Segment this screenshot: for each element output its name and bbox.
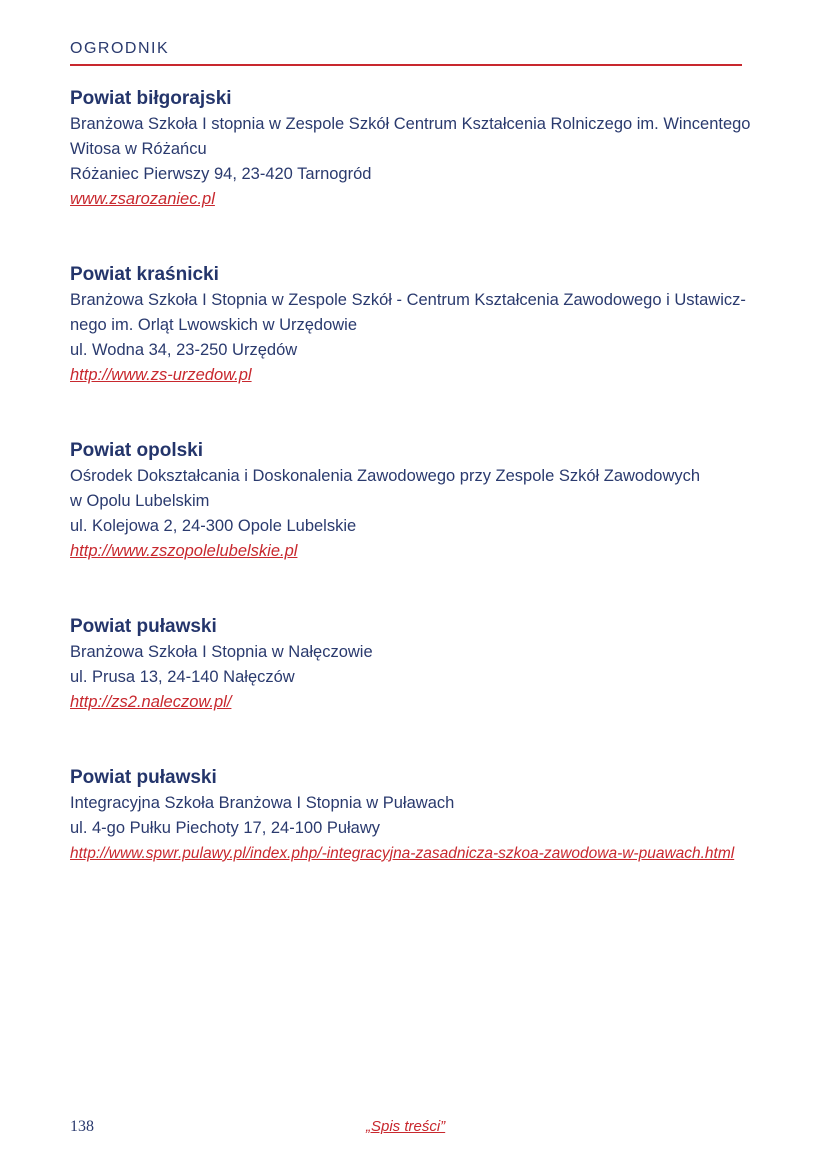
entry-title: Powiat kraśnicki — [70, 264, 219, 285]
entry-name-line: Integracyjna Szkoła Branżowa I Stopnia w Puławach — [70, 794, 455, 812]
entry-name-line: Witosa w Różańcu — [70, 140, 207, 158]
entry-website-link[interactable]: http://zs2.naleczow.pl/ — [70, 693, 232, 711]
page-number: 138 — [70, 1118, 94, 1135]
entry-name-line: nego im. Orląt Lwowskich w Urzędowie — [70, 316, 358, 334]
entry-title: Powiat puławski — [70, 616, 217, 637]
page-footer — [70, 1118, 742, 1142]
entry-title: Powiat opolski — [70, 440, 204, 461]
entry-website-link[interactable]: www.zsarozaniec.pl — [70, 190, 215, 208]
entry-title: Powiat biłgorajski — [70, 88, 232, 109]
entry-name-line: Ośrodek Dokształcania i Doskonalenia Zawodowego przy Zespole Szkół Zawodowych — [70, 467, 701, 485]
school-list — [70, 86, 760, 916]
entry-website-link[interactable]: http://www.spwr.pulawy.pl/index.php/-integracyjna-zasadnicza-szkoa-zawodowa-w-puawach.html — [70, 845, 735, 862]
school-entry — [70, 438, 760, 564]
entry-address: ul. Prusa 13, 24-140 Nałęczów — [70, 668, 295, 686]
entry-name-line: Branżowa Szkoła I stopnia w Zespole Szkół Centrum Kształcenia Rolniczego im. Wincentego — [70, 115, 751, 133]
entry-name-line: Branżowa Szkoła I Stopnia w Zespole Szkół - Centrum Kształcenia Zawodowego i Ustawicz- — [70, 291, 746, 309]
table-of-contents-link[interactable]: „Spis treści” — [366, 1118, 446, 1135]
school-entry — [70, 614, 760, 715]
entry-website-link[interactable]: http://www.zs-urzedow.pl — [70, 366, 252, 384]
school-entry — [70, 262, 760, 388]
entry-address: ul. 4-go Pułku Piechoty 17, 24-100 Puławy — [70, 819, 381, 837]
entry-address: ul. Wodna 34, 23-250 Urzędów — [70, 341, 298, 359]
page-header — [70, 38, 742, 66]
header-divider — [70, 64, 742, 66]
section-title: OGRODNIK — [70, 40, 170, 57]
entry-website-link[interactable]: http://www.zszopolelubelskie.pl — [70, 542, 298, 560]
entry-address: ul. Kolejowa 2, 24-300 Opole Lubelskie — [70, 517, 357, 535]
entry-name-line: Branżowa Szkoła I Stopnia w Nałęczowie — [70, 643, 373, 661]
school-entry — [70, 86, 760, 212]
entry-address: Różaniec Pierwszy 94, 23-420 Tarnogród — [70, 165, 372, 183]
school-entry — [70, 765, 760, 866]
entry-title: Powiat puławski — [70, 767, 217, 788]
entry-name-line: w Opolu Lubelskim — [70, 492, 210, 510]
